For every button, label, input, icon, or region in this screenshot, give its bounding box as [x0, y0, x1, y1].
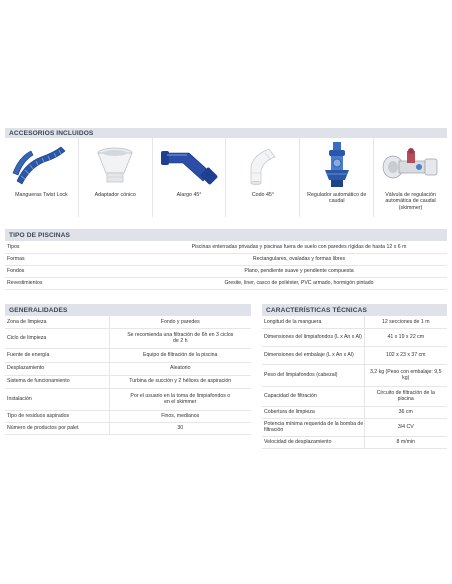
caracteristicas-table [262, 316, 447, 449]
row-value: 3/4 CV [364, 418, 447, 436]
table-row [262, 406, 447, 418]
table-row [5, 265, 447, 277]
accessory-hoses [5, 138, 79, 217]
row-label: Potencia mínima requerida de la bomba de filtración [262, 418, 364, 436]
table-row [5, 241, 447, 253]
row-label: Longitud de la manguera [262, 316, 364, 328]
row-label: Ciclo de limpieza [5, 328, 109, 348]
accessory-label: Alargo 45° [176, 192, 202, 198]
accesorios-grid [5, 138, 447, 217]
row-label: Capacidad de filtración [262, 386, 364, 406]
row-value: 3,2 kg (Peso con embalaje: 9,5 kg) [364, 364, 447, 386]
table-row [262, 436, 447, 448]
row-label: Tipos [5, 241, 151, 253]
row-label: Peso del limpiafondos (cabezal) [262, 364, 364, 386]
accessory-extension [153, 138, 227, 217]
row-value: Circuito de filtración de la piscina [364, 386, 447, 406]
table-row [5, 388, 251, 410]
row-value: 30 [109, 422, 251, 434]
row-label: Número de productos por palet [5, 422, 109, 434]
row-value: Rectangulares, ovaladas y formas libres [151, 253, 447, 265]
row-label: Dimensiones del embalaje (L x An x Al) [262, 346, 364, 364]
row-label: Tipo de residuos aspirados [5, 410, 109, 422]
table-row [262, 328, 447, 346]
row-value: Turbina de succión y 2 hélices de aspiración [109, 375, 251, 388]
hose-icon [11, 143, 71, 187]
table-row [262, 418, 447, 436]
row-value: 102 x 23 x 37 cm [364, 346, 447, 364]
table-row [5, 375, 251, 388]
row-value: Piscinas enterradas privadas y piscinas fuera de suelo con paredes rígidas de hasta 12 x 6 m [151, 241, 447, 253]
row-label: Fuente de energía [5, 348, 109, 362]
flow-regulator-icon [317, 142, 357, 188]
row-value: Se recomienda una filtración de 6h en 3 ciclos de 2 h [109, 328, 251, 348]
tipo-header [5, 229, 447, 241]
row-value: 41 x 19 x 22 cm [364, 328, 447, 346]
skimmer-valve-icon [379, 143, 443, 187]
caracteristicas-header [262, 304, 447, 316]
accesorios-title: ACCESORIOS INCLUIDOS [9, 129, 94, 137]
table-row [262, 386, 447, 406]
accessory-label: Adaptador cónico [94, 192, 136, 198]
accessory-label: Codo 45° [251, 192, 274, 198]
row-value: Por el usuario en la toma de limpiafondos o en el skimmer [109, 388, 251, 410]
generalidades-header [5, 304, 251, 316]
accessory-skimmer-valve [374, 138, 447, 217]
table-row [5, 410, 251, 422]
accessory-elbow [226, 138, 300, 217]
accessory-flow-regulator [300, 138, 374, 217]
table-row [262, 316, 447, 328]
generalidades-title: GENERALIDADES [9, 306, 68, 314]
accesorios-header [5, 128, 447, 138]
table-row [5, 362, 251, 375]
accessory-label: Regulador automático de caudal [307, 192, 367, 205]
accessory-label: Válvula de regulación automática de caudal (skimmer) [385, 192, 436, 211]
table-row [5, 277, 447, 289]
extension-45-icon [159, 143, 219, 187]
row-value: Gresite, liner, casco de poliéster, PVC armado, hormigón pintado [151, 277, 447, 289]
row-value: Equipo de filtración de la piscina [109, 348, 251, 362]
row-label: Instalación [5, 388, 109, 410]
cone-adapter-icon [93, 143, 137, 187]
row-label: Formas [5, 253, 151, 265]
accessory-label: Mangueras Twist Lock [15, 192, 68, 198]
tipo-table [5, 241, 447, 290]
row-value: Fondo y paredes [109, 316, 251, 328]
row-label: Revestimientos [5, 277, 151, 289]
row-label: Zona de limpieza [5, 316, 109, 328]
generalidades-table [5, 316, 251, 435]
table-row [5, 422, 251, 434]
row-label: Fondos [5, 265, 151, 277]
elbow-45-icon [241, 143, 285, 187]
row-label: Sistema de funcionamiento [5, 375, 109, 388]
row-value: Plano, pendiente suave y pendiente compuesta [151, 265, 447, 277]
row-value: 12 secciones de 1 m [364, 316, 447, 328]
row-label: Dimensiones del limpiafondos (L x An x Al) [262, 328, 364, 346]
row-label: Desplazamiento [5, 362, 109, 375]
table-row [5, 253, 447, 265]
table-row [5, 316, 251, 328]
table-row [5, 328, 251, 348]
row-value: 36 cm [364, 406, 447, 418]
row-value: Finos, medianos [109, 410, 251, 422]
row-label: Velocidad de desplazamiento [262, 436, 364, 448]
table-row [262, 364, 447, 386]
table-row [262, 346, 447, 364]
row-value: 8 m/min [364, 436, 447, 448]
table-row [5, 348, 251, 362]
row-label: Cobertura de limpieza [262, 406, 364, 418]
caracteristicas-title: CARACTERÍSTICAS TÉCNICAS [266, 306, 367, 314]
accessory-cone-adapter [79, 138, 153, 217]
row-value: Aleatorio [109, 362, 251, 375]
tipo-title: TIPO DE PISCINAS [9, 231, 70, 239]
